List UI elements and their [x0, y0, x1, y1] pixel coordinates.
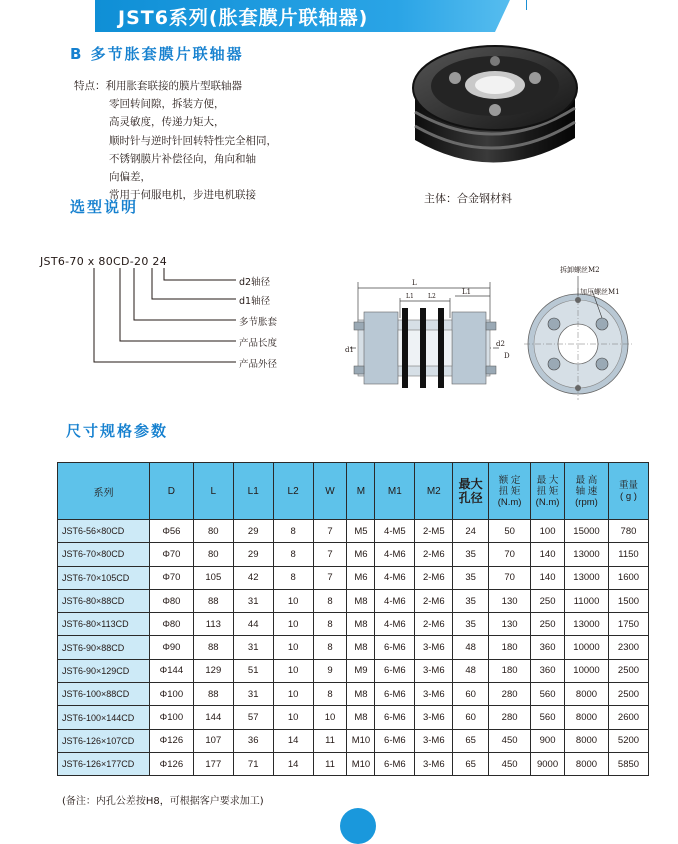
legend-length: 产品长度 [239, 338, 278, 349]
table-cell: 3-M6 [415, 636, 453, 659]
table-cell: 15000 [565, 520, 609, 543]
table-cell: 130 [489, 613, 531, 636]
table-cell: 7 [313, 566, 347, 589]
table-row [58, 543, 649, 566]
table-cell: 1150 [608, 543, 648, 566]
page-title: JST6系列(胀套膜片联轴器) [118, 7, 369, 29]
table-cell: 6-M6 [375, 636, 415, 659]
cell-series: JST6-56×80CD [58, 520, 150, 543]
header-series: 系列 [58, 463, 150, 520]
cell-series: JST6-100×144CD [58, 706, 150, 729]
table-cell: 42 [233, 566, 273, 589]
table-cell: 14 [273, 752, 313, 775]
photo-caption: 主体：合金钢材料 [424, 192, 512, 205]
table-cell: 140 [531, 543, 565, 566]
table-row [58, 752, 649, 775]
table-cell: 2500 [608, 659, 648, 682]
table-cell: 11 [313, 729, 347, 752]
spec-table [57, 462, 649, 776]
table-cell: 10 [273, 636, 313, 659]
table-cell: 2-M6 [415, 589, 453, 612]
table-cell: 8000 [565, 706, 609, 729]
annot-pressure-screw: 加压螺丝M1 [580, 288, 620, 296]
table-cell: 13000 [565, 566, 609, 589]
header-M1: M1 [375, 463, 415, 520]
table-cell: M6 [347, 543, 375, 566]
table-cell: 57 [233, 706, 273, 729]
table-cell: 1600 [608, 566, 648, 589]
table-cell: 130 [489, 589, 531, 612]
table-cell: Φ80 [149, 589, 193, 612]
header-L1: L1 [233, 463, 273, 520]
table-cell: 88 [193, 636, 233, 659]
table-cell: 13000 [565, 543, 609, 566]
header-D: D [149, 463, 193, 520]
legend-outer-dia: 产品外径 [239, 359, 278, 370]
table-cell: 5200 [608, 729, 648, 752]
table-cell: 3-M6 [415, 752, 453, 775]
table-cell: 177 [193, 752, 233, 775]
header-weight: 重量 ( g ) [608, 463, 648, 520]
table-cell: 65 [453, 729, 489, 752]
model-code: JST6-70 x 80CD-20 24 [40, 255, 168, 268]
cell-series: JST6-90×129CD [58, 659, 150, 682]
coupling-photo [395, 28, 595, 188]
table-cell: 29 [233, 520, 273, 543]
table-cell: 14 [273, 729, 313, 752]
table-row [58, 729, 649, 752]
feature-line: 常用于伺服电机，步进电机联接 [109, 189, 256, 202]
table-cell: 8 [313, 636, 347, 659]
cell-series: JST6-80×88CD [58, 589, 150, 612]
table-cell: Φ70 [149, 543, 193, 566]
table-cell: 280 [489, 706, 531, 729]
table-cell: 51 [233, 659, 273, 682]
header-W: W [313, 463, 347, 520]
dim-L2: L2 [428, 293, 436, 300]
table-cell: Φ80 [149, 613, 193, 636]
table-cell: 4-M5 [375, 520, 415, 543]
table-cell: 113 [193, 613, 233, 636]
table-cell: 100 [531, 520, 565, 543]
table-cell: M5 [347, 520, 375, 543]
table-cell: M8 [347, 613, 375, 636]
table-cell: 4-M6 [375, 613, 415, 636]
table-cell: M10 [347, 752, 375, 775]
table-cell: 280 [489, 683, 531, 706]
feature-line: 高灵敏度，传递力矩大， [109, 116, 225, 129]
table-cell: 31 [233, 589, 273, 612]
table-cell: 360 [531, 659, 565, 682]
table-cell: Φ100 [149, 706, 193, 729]
feature-line: 特点：利用胀套联接的膜片型联轴器 [74, 80, 242, 92]
table-cell: 6-M6 [375, 729, 415, 752]
table-cell: 35 [453, 566, 489, 589]
table-cell: 7 [313, 520, 347, 543]
cell-series: JST6-70×105CD [58, 566, 150, 589]
table-cell: 8 [313, 589, 347, 612]
table-cell: 3-M6 [415, 683, 453, 706]
table-cell: 60 [453, 683, 489, 706]
dim-L: L [412, 279, 417, 287]
header-tick [526, 0, 527, 10]
table-cell: 71 [233, 752, 273, 775]
table-cell: 360 [531, 636, 565, 659]
footnote: (备注：内孔公差按H8，可根据客户要求加工) [62, 796, 264, 807]
table-cell: 4-M6 [375, 589, 415, 612]
table-cell: 8000 [565, 729, 609, 752]
table-cell: 60 [453, 706, 489, 729]
table-cell: 2-M6 [415, 613, 453, 636]
table-row [58, 683, 649, 706]
table-cell: 8 [313, 613, 347, 636]
table-cell: 50 [489, 520, 531, 543]
dimensions-title: 尺寸规格参数 [66, 422, 169, 440]
table-cell: 2300 [608, 636, 648, 659]
dim-D: D [504, 352, 510, 360]
table-cell: 250 [531, 589, 565, 612]
cell-series: JST6-80×113CD [58, 613, 150, 636]
table-cell: 88 [193, 683, 233, 706]
table-cell: 10000 [565, 659, 609, 682]
legend-sleeve: 多节胀套 [239, 317, 278, 328]
table-cell: 1750 [608, 613, 648, 636]
table-row [58, 520, 649, 543]
table-cell: Φ144 [149, 659, 193, 682]
table-cell: 3-M6 [415, 706, 453, 729]
table-cell: 4-M6 [375, 566, 415, 589]
table-cell: 88 [193, 589, 233, 612]
table-cell: 250 [531, 613, 565, 636]
table-cell: 560 [531, 706, 565, 729]
header-L: L [193, 463, 233, 520]
table-cell: 6-M6 [375, 659, 415, 682]
table-cell: 450 [489, 729, 531, 752]
header-rated-torque: 额 定 扭 矩 (N.m) [489, 463, 531, 520]
table-cell: M8 [347, 683, 375, 706]
cell-series: JST6-70×80CD [58, 543, 150, 566]
header-M2: M2 [415, 463, 453, 520]
table-cell: Φ90 [149, 636, 193, 659]
table-cell: 10 [313, 706, 347, 729]
table-cell: 10 [273, 659, 313, 682]
feature-line: 不锈钢膜片补偿径向，角向和轴 [109, 152, 256, 165]
table-cell: 31 [233, 683, 273, 706]
table-cell: 2600 [608, 706, 648, 729]
table-cell: Φ56 [149, 520, 193, 543]
table-cell: 2-M6 [415, 566, 453, 589]
table-cell: 9 [313, 659, 347, 682]
table-cell: 35 [453, 543, 489, 566]
header-L2: L2 [273, 463, 313, 520]
table-cell: 8 [273, 543, 313, 566]
spec-table-body [58, 520, 649, 776]
table-cell: 560 [531, 683, 565, 706]
section-subtitle: B 多节胀套膜片联轴器 [70, 45, 244, 63]
table-cell: M8 [347, 636, 375, 659]
table-cell: 780 [608, 520, 648, 543]
table-cell: 11000 [565, 589, 609, 612]
dim-d2: d2 [496, 340, 505, 348]
table-cell: Φ126 [149, 729, 193, 752]
table-cell: 5850 [608, 752, 648, 775]
table-cell: 8 [273, 566, 313, 589]
table-cell: 3-M6 [415, 729, 453, 752]
table-cell: 80 [193, 543, 233, 566]
table-cell: 180 [489, 636, 531, 659]
header-M: M [347, 463, 375, 520]
table-cell: 36 [233, 729, 273, 752]
dim-d1: d1 [345, 346, 354, 354]
table-cell: 6-M6 [375, 683, 415, 706]
table-cell: M10 [347, 729, 375, 752]
dim-L1: L1 [406, 293, 414, 300]
feature-line: 顺时针与逆时针回转特性完全相同， [109, 134, 277, 147]
table-cell: 70 [489, 566, 531, 589]
page-number-circle [340, 808, 376, 844]
selection-title: 选型说明 [70, 198, 139, 216]
table-cell: 44 [233, 613, 273, 636]
features-text [74, 77, 277, 204]
model-code-leaders [80, 266, 240, 366]
table-cell: 11 [313, 752, 347, 775]
legend-d1: d1轴径 [239, 296, 271, 307]
table-cell: 6-M6 [375, 706, 415, 729]
table-cell: 10 [273, 589, 313, 612]
table-cell: 7 [313, 543, 347, 566]
table-cell: 8 [313, 683, 347, 706]
table-cell: 900 [531, 729, 565, 752]
table-cell: 8 [273, 520, 313, 543]
table-cell: 1500 [608, 589, 648, 612]
table-cell: 144 [193, 706, 233, 729]
table-cell: 8000 [565, 683, 609, 706]
table-cell: 80 [193, 520, 233, 543]
table-cell: 13000 [565, 613, 609, 636]
table-cell: 10 [273, 613, 313, 636]
table-cell: 65 [453, 752, 489, 775]
table-cell: 8000 [565, 752, 609, 775]
table-cell: 10000 [565, 636, 609, 659]
cell-series: JST6-100×88CD [58, 683, 150, 706]
table-cell: 180 [489, 659, 531, 682]
table-cell: 2-M6 [415, 543, 453, 566]
table-row [58, 659, 649, 682]
front-view-drawing [520, 262, 640, 402]
table-cell: 450 [489, 752, 531, 775]
table-cell: 9000 [531, 752, 565, 775]
table-cell: Φ126 [149, 752, 193, 775]
header-max-torque: 最 大 扭 矩 (N.m) [531, 463, 565, 520]
table-cell: 35 [453, 589, 489, 612]
table-cell: 2-M5 [415, 520, 453, 543]
feature-line: 向偏差， [109, 171, 151, 184]
table-cell: Φ100 [149, 683, 193, 706]
table-cell: 29 [233, 543, 273, 566]
table-cell: 10 [273, 683, 313, 706]
table-cell: 10 [273, 706, 313, 729]
table-cell: M6 [347, 566, 375, 589]
table-cell: M9 [347, 659, 375, 682]
cell-series: JST6-126×177CD [58, 752, 150, 775]
table-cell: Φ70 [149, 566, 193, 589]
table-row [58, 566, 649, 589]
table-row [58, 589, 649, 612]
side-view-drawing [340, 268, 510, 398]
table-cell: 70 [489, 543, 531, 566]
table-row [58, 636, 649, 659]
cell-series: JST6-126×107CD [58, 729, 150, 752]
table-cell: 2500 [608, 683, 648, 706]
table-cell: 4-M6 [375, 543, 415, 566]
table-cell: 105 [193, 566, 233, 589]
dim-L1-right: L1 [462, 288, 472, 296]
table-cell: 48 [453, 659, 489, 682]
header-max-bore: 最大 孔径 [453, 463, 489, 520]
table-cell: 24 [453, 520, 489, 543]
cell-series: JST6-90×88CD [58, 636, 150, 659]
table-cell: 6-M6 [375, 752, 415, 775]
table-cell: M8 [347, 706, 375, 729]
table-cell: 129 [193, 659, 233, 682]
table-header-row [58, 463, 649, 520]
table-cell: 107 [193, 729, 233, 752]
table-cell: 48 [453, 636, 489, 659]
table-cell: M8 [347, 589, 375, 612]
header-max-speed: 最 高 轴 速 (rpm) [565, 463, 609, 520]
table-cell: 3-M6 [415, 659, 453, 682]
table-cell: 31 [233, 636, 273, 659]
table-row [58, 706, 649, 729]
annot-removal-screw: 拆卸螺丝M2 [560, 266, 600, 274]
table-row [58, 613, 649, 636]
legend-d2: d2轴径 [239, 277, 271, 288]
feature-line: 零回转间隙，拆装方便， [109, 98, 225, 111]
table-cell: 140 [531, 566, 565, 589]
table-cell: 35 [453, 613, 489, 636]
